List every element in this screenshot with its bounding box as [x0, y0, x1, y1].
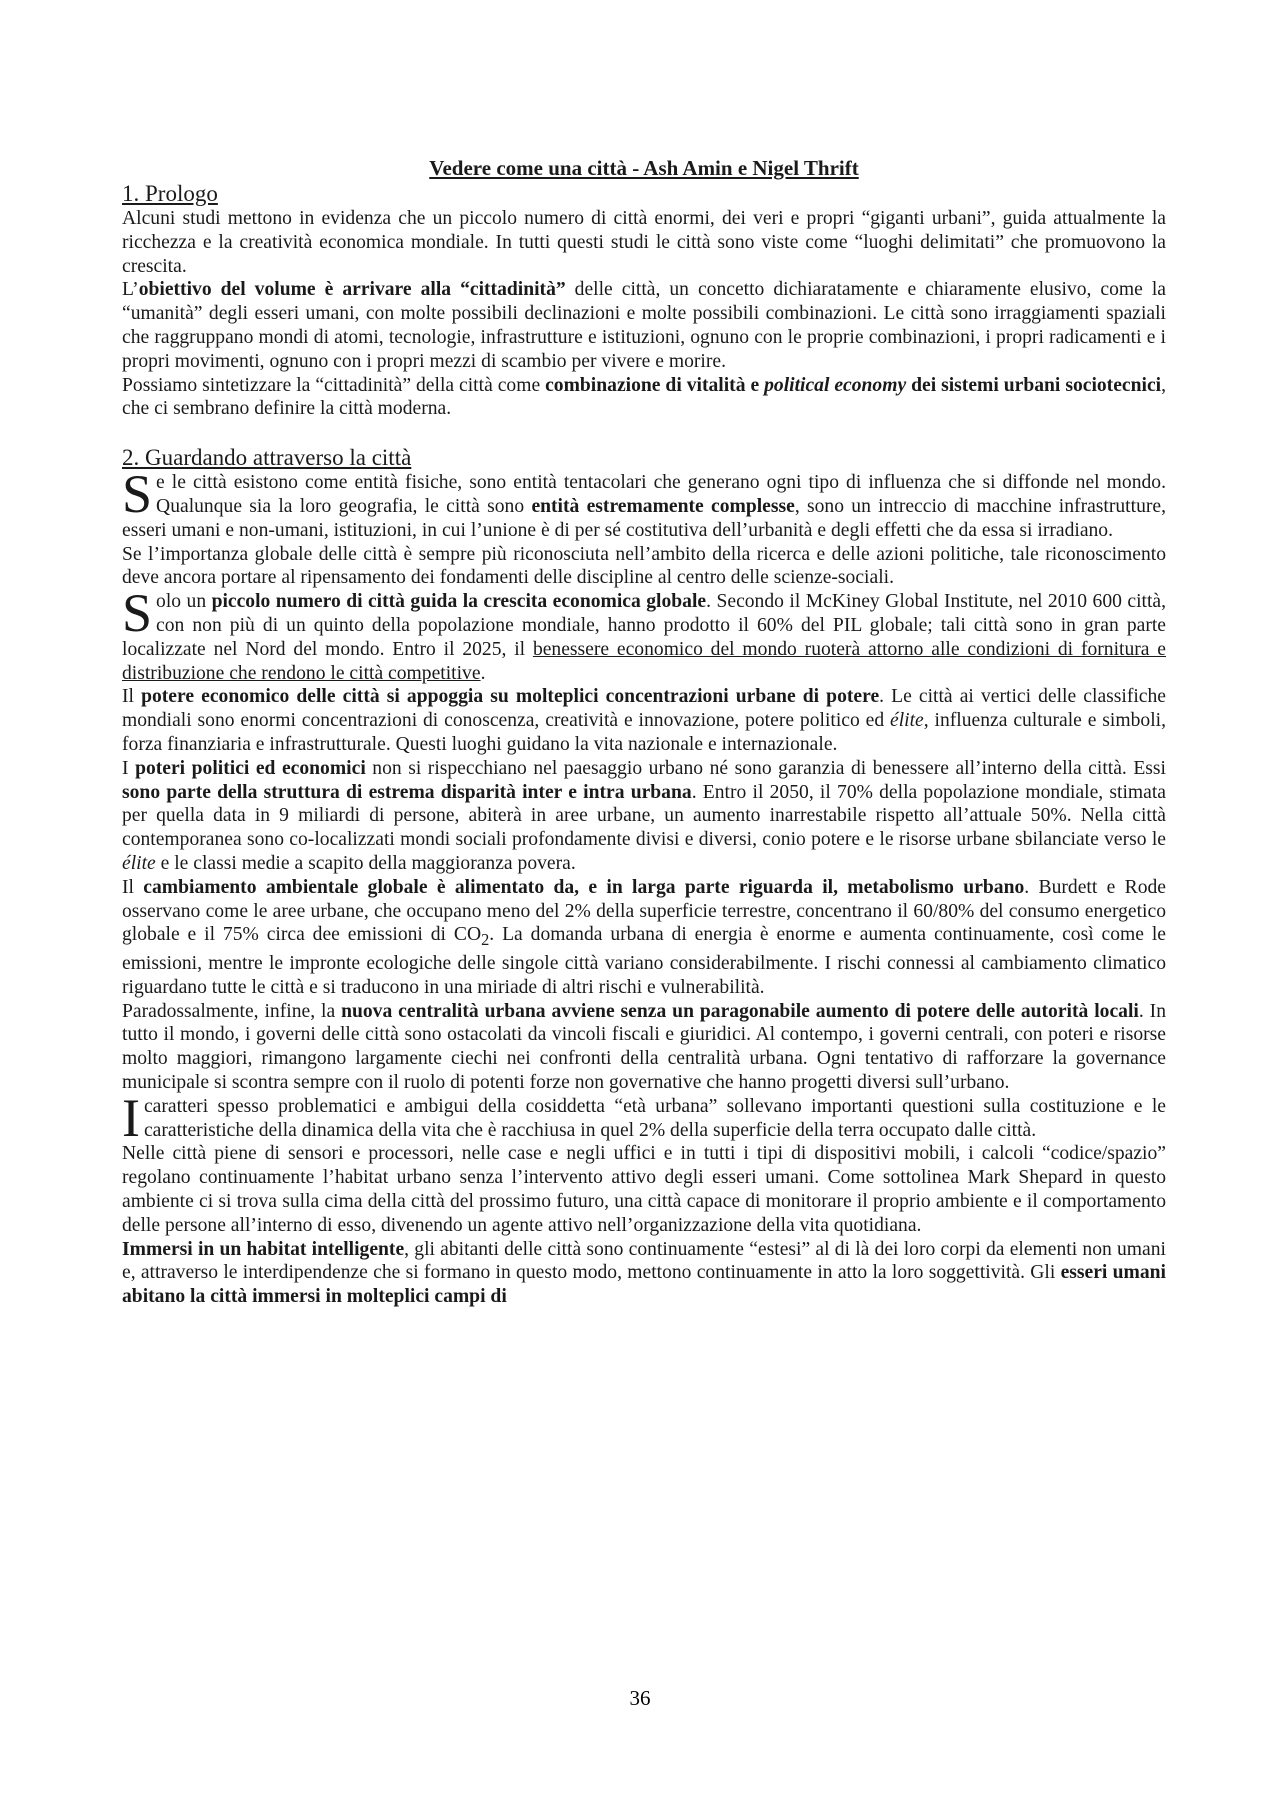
- paragraph: Alcuni studi mettono in evidenza che un piccolo numero di città enormi, dei veri e propri “giganti urbani”, guida attualmente la ricchezza e la creatività economica mondiale. In tutti questi studi le città sono viste come “luoghi delimitati” che promuovono la crescita.: [122, 208, 1166, 277]
- paragraph: Se le città esistono come entità fisiche, sono entità tentacolari che generano ogni tipo di influenza che si diffonde nel mondo. Qualunque sia la loro geografia, le città sono entità estremamente complesse, sono un intreccio di macchine infrastrutture, esseri umani e non-umani, istituzioni, in cui l’unione è di per sé costitutiva dell’urbanità e degli effetti che da essa si irradiano.: [122, 464, 1166, 541]
- drop-cap: I: [122, 1087, 140, 1148]
- paragraph: Se l’importanza globale delle città è sempre più riconosciuta nell’ambito della ricerca e delle azioni politiche, tale riconoscimento deve ancora portare al ripensamento dei fondamenti delle discipline al centro delle scienze-sociali.: [122, 543, 1166, 589]
- drop-cap: S: [122, 583, 153, 644]
- paragraph: Immersi in un habitat intelligente, gli abitanti delle città sono continuamente “estesi” al di là dei loro corpi da elementi non umani e, attraverso le interdipendenze che si formano in questo modo, mettono continuamente in atto la loro soggettività. Gli esseri umani abitano la città immersi in molteplici campi di: [122, 1238, 1166, 1308]
- paragraph: I poteri politici ed economici non si rispecchiano nel paesaggio urbano né sono garanzia di benessere all’interno della città. Essi sono parte della struttura di estrema disparità inter e intra urbana. Entro il 2050, il 70% della popolazione mondiale, stimata per quella data in 9 miliardi di persone, abiterà in aree urbane, un aumento inarrestabile rispetto all’attuale 50%. Nella città contemporanea sono co-localizzati mondi sociali profondamente divisi e diversi, conio potere e le risorse urbane sbilanciate verso le élite e le classi medie a scapito della maggioranza povera.: [122, 757, 1166, 874]
- paragraph: Solo un piccolo numero di città guida la crescita economica globale. Secondo il McKiney Global Institute, nel 2010 600 città, con non più di un quinto della popolazione mondiale, hanno prodotto il 60% del PIL globale; tali città sono in gran parte localizzate nel Nord del mondo. Entro il 2025, il benessere economico del mondo ruoterà attorno alle condizioni di fornitura e distribuzione che rendono le città competitive.: [122, 583, 1166, 684]
- document-title: Vedere come una città - Ash Amin e Nigel Thrift: [429, 156, 859, 180]
- paragraph: Possiamo sintetizzare la “cittadinità” della città come combinazione di vitalità e political economy dei sistemi urbani sociotecnici, che ci sembrano definire la città moderna.: [122, 374, 1166, 420]
- paragraph: Il cambiamento ambientale globale è alimentato da, e in larga parte riguarda il, metabolismo urbano. Burdett e Rode osservano come le aree urbane, che occupano meno del 2% della superficie terrestre, concentrano il 60/80% del consumo energetico globale e il 75% circa dee emissioni di $CO_2$. La domanda urbana di energia è enorme e aumenta continuamente, così come le emissioni, mentre le impronte ecologiche delle singole città variano considerabilmente. I rischi connessi al cambiamento climatico riguardano tutte le città e si traducono in una miriade di altri rischi e vulnerabilità.: [122, 876, 1166, 998]
- drop-cap: S: [122, 464, 153, 525]
- section-heading-prologo: 1. Prologo: [122, 181, 218, 206]
- paragraph: Il potere economico delle città si appoggia su molteplici concentrazioni urbane di potere. Le città ai vertici delle classifiche mondiali sono enormi concentrazioni di conoscenza, creatività e innovazione, potere politico ed élite, influenza culturale e simboli, forza finanziaria e infrastrutturale. Questi luoghi guidano la vita nazionale e internazionale.: [122, 686, 1166, 755]
- paragraph: L’obiettivo del volume è arrivare alla “cittadinità” delle città, un concetto dichiaratamente e chiaramente elusivo, come la “umanità” degli esseri umani, con molte possibili declinazioni e molte possibili combinazioni. Le città sono irraggiamenti spaziali che raggruppano mondi di atomi, tecnologie, infrastrutture e istituzioni, ognuno con le proprie combinazioni, i propri radicamenti e i propri movimenti, ognuno con i propri mezzi di scambio per vivere e morire.: [122, 279, 1166, 372]
- section-heading-guardando: 2. Guardando attraverso la città: [122, 445, 412, 471]
- paragraph: Paradossalmente, infine, la nuova centralità urbana avviene senza un paragonabile aumento di potere delle autorità locali. In tutto il mondo, i governi delle città sono ostacolati da vincoli fiscali e giuridici. Al contempo, i governi centrali, con poteri e risorse molto maggiori, rimangono largamente ciechi nei confronti della centralità urbana. Ogni tentativo di rafforzare la governance municipale si scontra sempre con il ruolo di potenti forze non governative che hanno progetti diversi sull’urbano.: [122, 1000, 1166, 1093]
- paragraph: Nelle città piene di sensori e processori, nelle case e negli uffici e in tutti i tipi di dispositivi mobili, i calcoli “codice/spazio” regolano continuamente l’habitat urbano senza l’intervento attivo degli esseri umani. Come sottolinea Mark Shepard in questo ambiente ci si trova sulla cima della città del prossimo futuro, una città capace di monitorare il proprio ambiente e il comportamento delle persone all’interno di esso, divenendo un agente attivo nell’organizzazione della vita quotidiana.: [122, 1143, 1166, 1236]
- page-number: 36: [629, 1686, 651, 1710]
- paragraph: I caratteri spesso problematici e ambigui della cosiddetta “età urbana” sollevano importanti questioni sulla costituzione e le caratteristiche della dinamica della vita che è racchiusa in quel 2% della superficie della terra occupato dalle città.: [122, 1087, 1166, 1148]
- document-page: [122, 155, 1166, 1309]
